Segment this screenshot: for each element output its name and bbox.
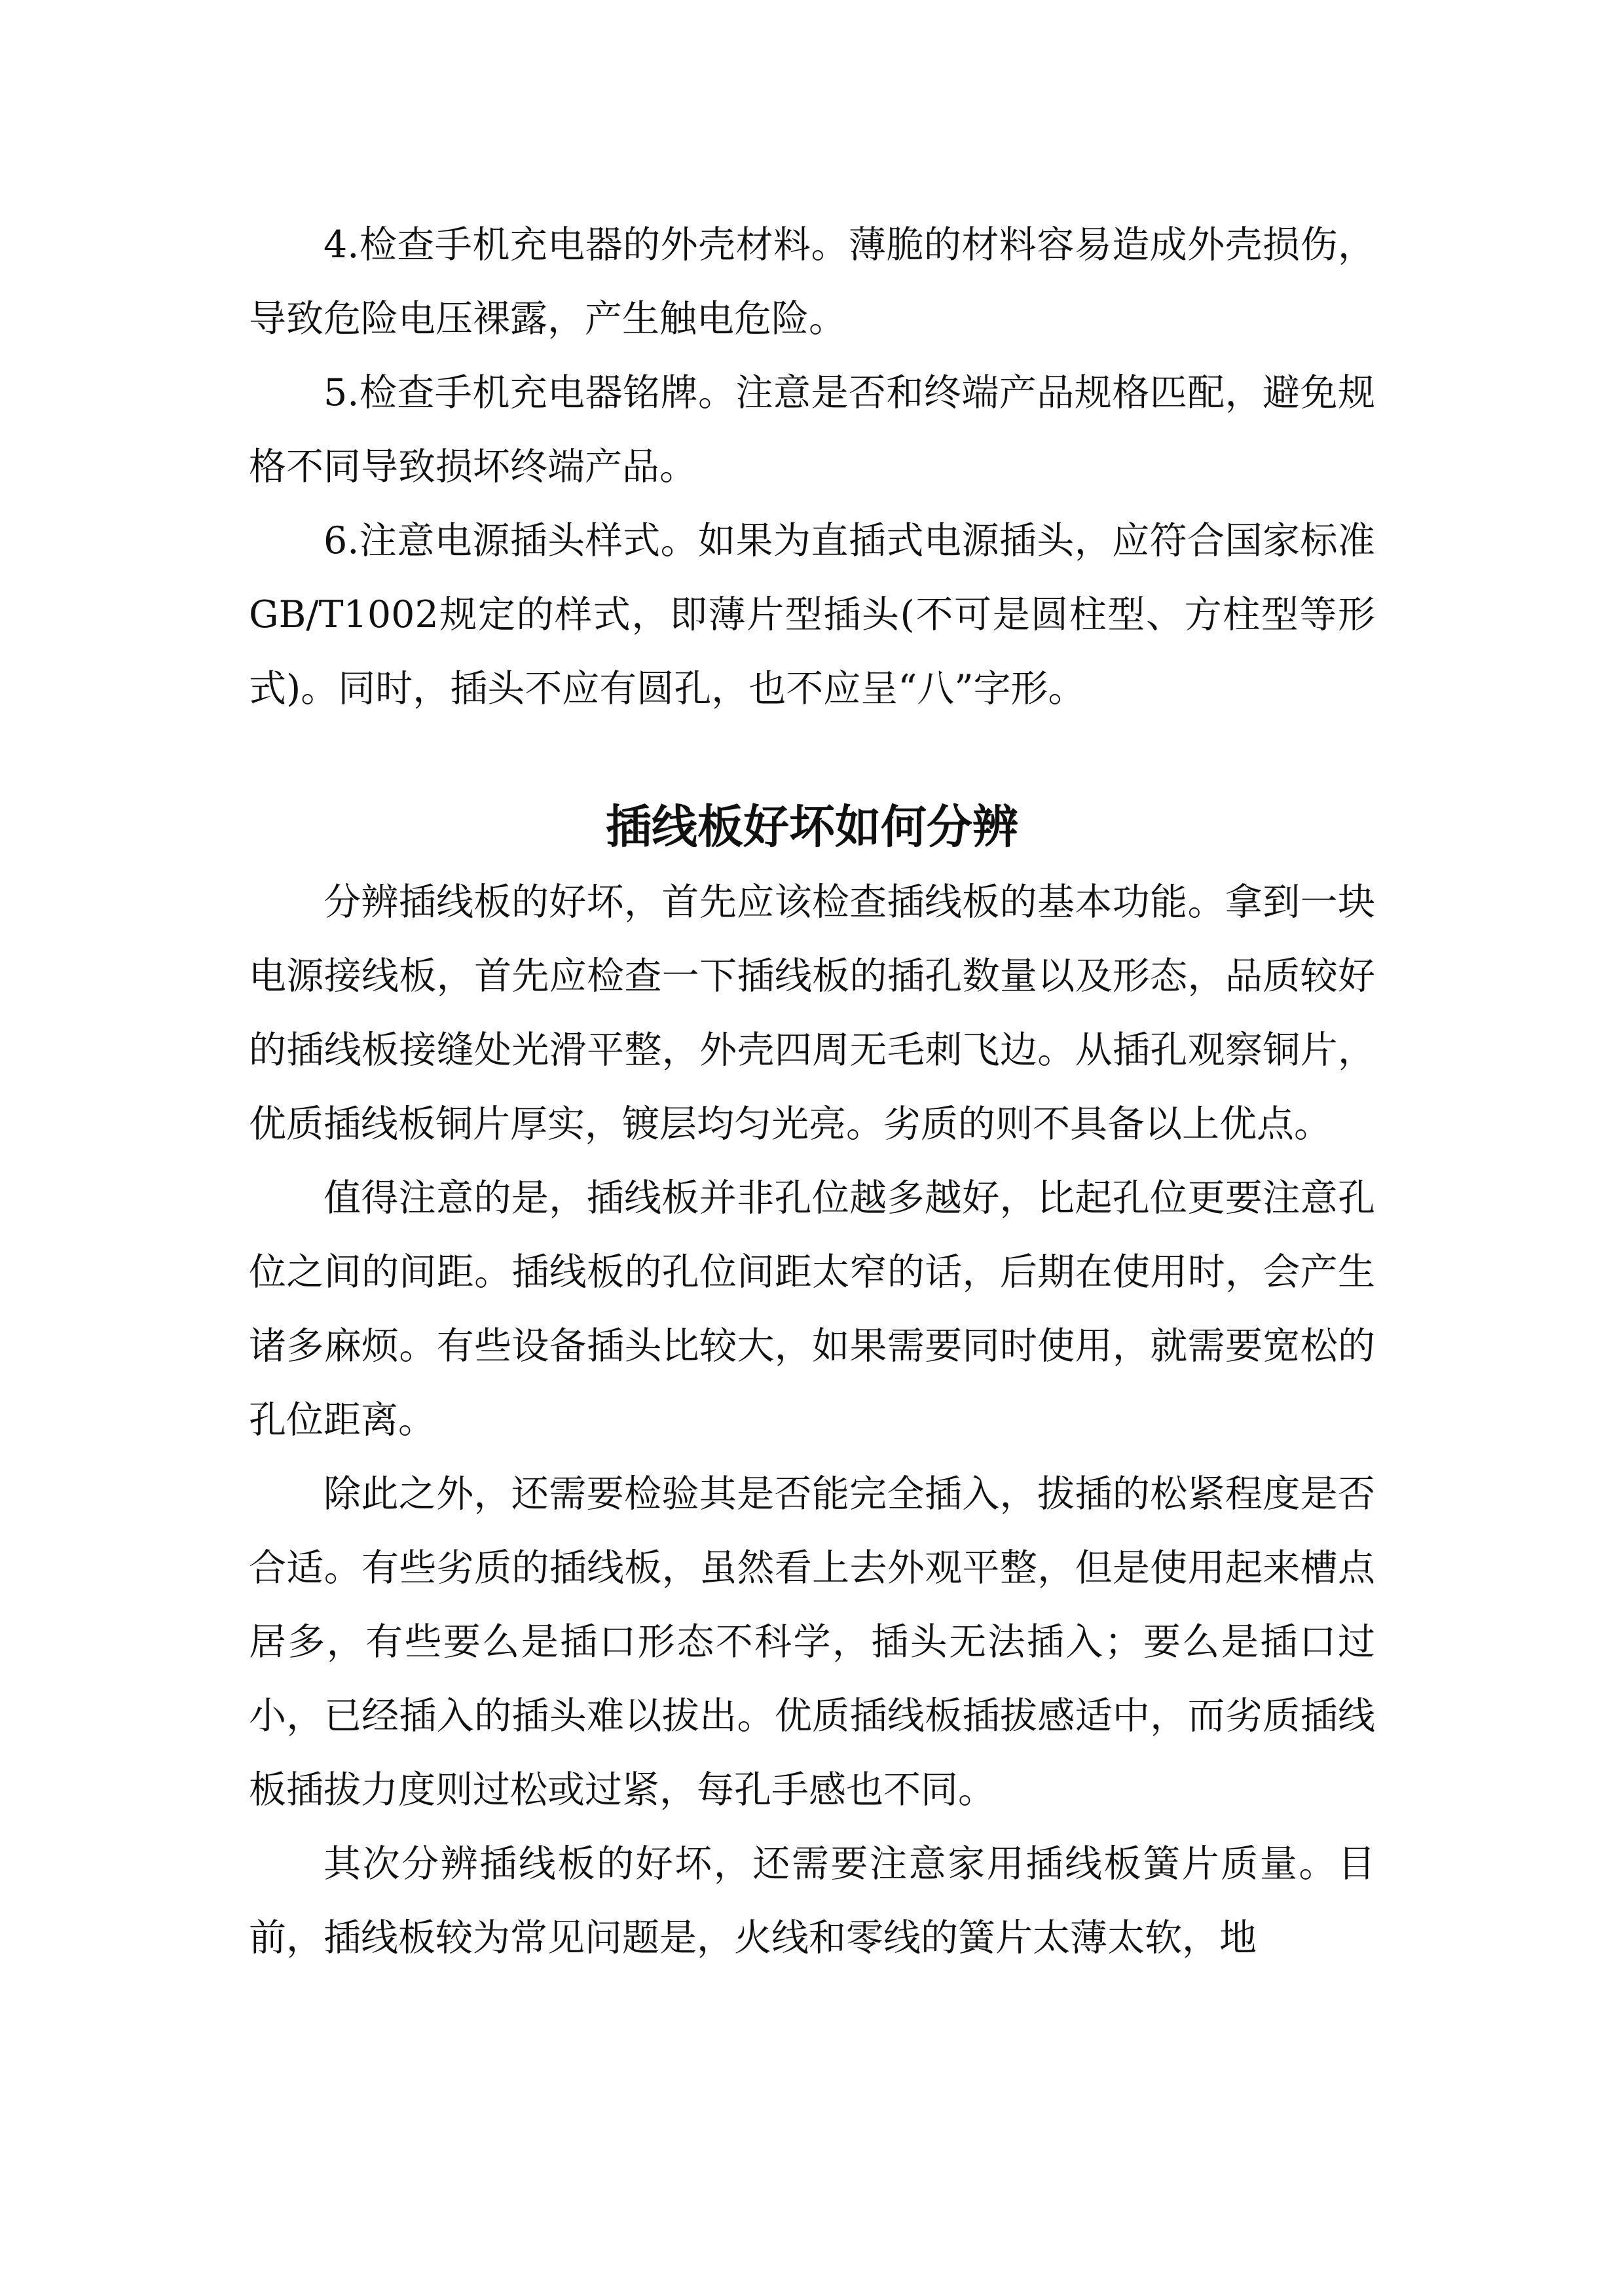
section-text-block: [249, 866, 1375, 1975]
intro-text-block: [249, 208, 1375, 726]
paragraph-item-5: 5.检查手机充电器铭牌。注意是否和终端产品规格匹配，避免规格不同导致损坏终端产品。: [249, 371, 1375, 488]
paragraph-insertion-fit: 除此之外，还需要检验其是否能完全插入，拔插的松紧程度是否合适。有些劣质的插线板，虽然看上去外观平整，但是使用起来槽点居多，有些要么是插口形态不科学，插头无法插入；要么是插口过小，已经插入的插头难以拔出。优质插线板插拔感适中，而劣质插线板插拔力度则过松或过紧，每孔手感也不同。: [249, 1472, 1375, 1812]
paragraph-spring-quality: 其次分辨插线板的好坏，还需要注意家用插线板簧片质量。目前，插线板较为常见问题是，火线和零线的簧片太薄太软，地: [249, 1842, 1375, 1959]
section-title: 插线板好坏如何分辨: [606, 800, 1018, 854]
paragraph-item-4: 4.检查手机充电器的外壳材料。薄脆的材料容易造成外壳损伤，导致危险电压裸露，产生触电危险。: [249, 223, 1375, 340]
paragraph-item-6: 6.注意电源插头样式。如果为直插式电源插头，应符合国家标准GB/T1002规定的样式，即薄片型插头(不可是圆柱型、方柱型等形式)。同时，插头不应有圆孔，也不应呈“八”字形。: [249, 519, 1375, 710]
paragraph-hole-spacing: 值得注意的是，插线板并非孔位越多越好，比起孔位更要注意孔位之间的间距。插线板的孔位间距太窄的话，后期在使用时，会产生诸多麻烦。有些设备插头比较大，如果需要同时使用，就需要宽松的孔位距离。: [249, 1176, 1375, 1442]
paragraph-basic-function: 分辨插线板的好坏，首先应该检查插线板的基本功能。拿到一块电源接线板，首先应检查一下插线板的插孔数量以及形态，品质较好的插线板接缝处光滑平整，外壳四周无毛刺飞边。从插孔观察铜片，优质插线板铜片厚实，镀层均匀光亮。劣质的则不具备以上优点。: [249, 881, 1375, 1146]
